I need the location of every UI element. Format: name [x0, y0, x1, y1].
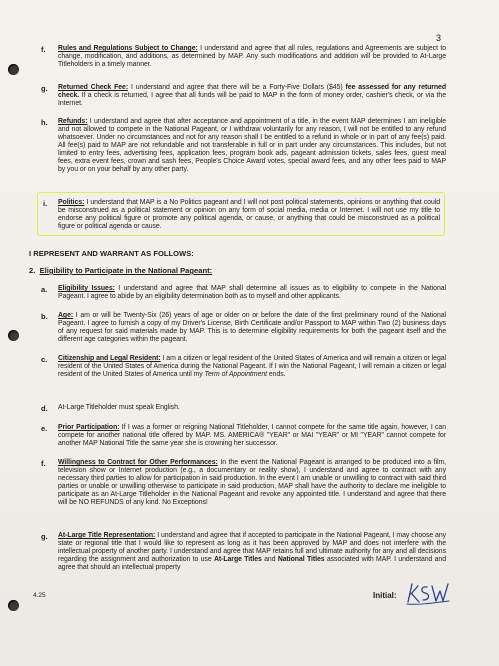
- item-age: [58, 312, 446, 344]
- item-e-mark: e.: [41, 424, 48, 433]
- section-body: I understand that MAP is a No Politics pageant and I will not post political statements, opinions or anything that could be misconstrued as a political statement or opinion on any form of social media, media or Internet. I will not use my title to endorse any political figure or promote any political agenda, or cause, or anything that could be misconstrued as a political figure or political agenda or cause.: [58, 199, 440, 231]
- item-body-bold: National Titles: [277, 556, 325, 564]
- section-body: If a check is returned, I agree that all funds will be paid to MAP in the form of money order, cashier's check, or via the Internet.: [58, 92, 446, 108]
- section-body: I understand and agree that there will be a Forty-Five Dollars ($45): [128, 84, 346, 91]
- item-d-mark: d.: [41, 404, 48, 413]
- item-citizenship: [58, 355, 446, 379]
- item-body-bold: At-Large Titles: [213, 556, 262, 564]
- item-b-mark: b.: [41, 312, 48, 321]
- section-politics: [58, 199, 440, 231]
- eligibility-heading: [29, 266, 212, 275]
- item-title: Prior Participation:: [58, 424, 120, 431]
- item-body: I am a citizen or legal resident of the United States of America and will remain a citizen or legal resident of the United States of America during the National Pageant. If I win the National Pageant, I will remain a citizen or legal resident of the United States of America until my: [58, 355, 446, 379]
- item-body: I understand and agree that MAP shall determine all issues as to eligibility to compete in the National Pageant. I agree to abide by an eligibility determination both as to myself and other applicants.: [58, 285, 446, 301]
- item-eligibility-issues: [58, 285, 446, 301]
- item-title: Willingness to Contract for Other Performances:: [58, 459, 218, 466]
- section-title: Refunds:: [58, 118, 88, 125]
- section-rules-regulations: [58, 45, 446, 69]
- item-body: and: [261, 556, 278, 564]
- section-refunds: [58, 118, 446, 174]
- item-body-italic: Term of Appointment: [204, 371, 268, 379]
- section-g-mark: g.: [41, 84, 48, 93]
- section-h-mark: h.: [41, 118, 48, 127]
- section-title: Rules and Regulations Subject to Change:: [58, 45, 198, 52]
- item-willingness-to-contract: [58, 459, 446, 507]
- item-c-mark: c.: [41, 355, 48, 364]
- item-title: Age:: [58, 312, 74, 319]
- form-version: 4.25: [33, 592, 46, 599]
- item-prior-participation: [58, 424, 446, 448]
- item-body: I am or will be Twenty-Six (26) years of age or older on or before the date of the first preliminary round of the National Pageant. I agree to furnish a copy of my Driver's License, Birth Certificate and/or Passport to MAP within Two (2) business days of any request for said materials made by MAP. This is to determine eligibility requirements for both the pageant itself and the different age categories within the pageant.: [58, 312, 446, 344]
- item-title-representation: [58, 532, 446, 572]
- item-g-mark: g.: [41, 532, 48, 541]
- section-body-bold: fee assessed for any returned check.: [58, 84, 446, 100]
- section-returned-check-fee: [58, 84, 446, 108]
- section-body: I understand and agree that all rules, regulations and Agreements are subject to change, modification, and additions, as determined by MAP. Any such modifications and addition will be provided to At-Large Titleholders in a timely manner.: [58, 45, 446, 69]
- section-body: I understand and agree that after acceptance and appointment of a title, in the event MAP determines I am ineligible and not allowed to compete in the National Pageant, or I withdraw voluntarily for any reason, I will not be entitled to any refund whatsoever. Under no circumstances and not for any reason shall I be entitled to a refund in whole or in part of any fee(s) paid. All fee(s) paid to MAP are not refundable and not transferable in full or in part under any circumstances. This includes, but not limited to entry fees, advertising fees, application fees, program book ads, pageant admission tickets, sales fees, guest meal fees, extra event fees, crown and sash fees, People's Choice Award votes, special award fees, and any other fees paid to MAP by you or on your behalf by any other party.: [58, 118, 446, 174]
- item-english: At-Large Titleholder must speak English.: [58, 404, 180, 411]
- section-title: Returned Check Fee:: [58, 84, 129, 91]
- eligibility-title: Eligibility to Participate in the National Pageant:: [39, 266, 213, 275]
- item-body: I understand and agree that if accepted to participate in the National Pageant, I may choose any state or regional title that I would like to represent as long as it has been approved by MAP and does not interfere with the intellectual property of another party. I understand and agree that MAP retains full and ultimate authority for any and all decisions regarding the assignment and authorization to use: [58, 532, 446, 564]
- item-title: Citizenship and Legal Resident:: [58, 355, 161, 362]
- handwritten-initials: [405, 580, 451, 608]
- initial-label: Initial:: [373, 591, 397, 600]
- binder-hole: [8, 600, 19, 611]
- item-body: associated with MAP. I understand and agree that should an intellectual property: [58, 556, 446, 572]
- section-title: Politics:: [58, 199, 85, 206]
- section-f-mark: f.: [41, 45, 46, 54]
- item-body: If I was a former or reigning National Titleholder, I cannot compete for the same title again, however, I can compete for another national title offered by MAP. MS. AMERICA® "YEAR" or MAI "YEAR" or MI "YEAR" cannot compete for another MAP National Title the same year she is crowning her successor.: [58, 424, 446, 448]
- binder-hole: [8, 330, 19, 341]
- item-body: ends.: [267, 371, 286, 379]
- page-number: 3: [436, 33, 442, 43]
- item-a-mark: a.: [41, 285, 48, 294]
- item-f-mark: f.: [41, 459, 46, 468]
- eligibility-number: 2.: [29, 266, 36, 275]
- item-title: At-Large Title Representation:: [58, 532, 156, 539]
- binder-hole: [8, 64, 19, 75]
- binder-holes: [8, 0, 20, 666]
- represent-warrant-heading: I REPRESENT AND WARRANT AS FOLLOWS:: [29, 249, 194, 258]
- section-i-mark: i.: [43, 199, 48, 208]
- item-title: Eligibility Issues:: [58, 285, 115, 292]
- item-body: In the event the National Pageant is arranged to be produced into a film, television show or Internet production (e.g., a documentary or reality show), I understand and agree to contract with any necessary third parties to allow for participation in said production. In the event I am unable or unwilling to contract with said third parties or unable or unwilling otherwise to participate in said production, MAP shall have the authority to declare me ineligible to participate as an At-Large Titleholder in the National Pageant and revoke any appointed title. I understand and agree that there will be NO REFUNDS of any kind. No Exceptions!: [58, 459, 446, 507]
